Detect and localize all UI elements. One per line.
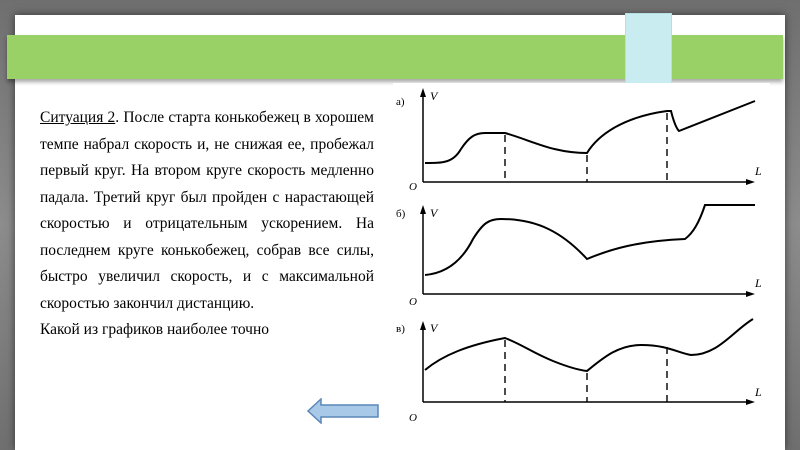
graph-c-label: в) xyxy=(396,323,405,335)
graph-b-curve xyxy=(425,205,755,275)
situation-lead-dot: . xyxy=(115,109,120,126)
graph-a xyxy=(396,88,762,193)
graph-b-x-arrow xyxy=(746,291,755,297)
graph-b xyxy=(396,205,762,308)
graph-b-y-label: V xyxy=(430,206,438,220)
graph-c-origin: O xyxy=(409,412,417,424)
graph-b-y-arrow xyxy=(420,205,426,214)
graph-b-x-label: L xyxy=(755,276,762,290)
situation-paragraph xyxy=(40,105,374,317)
graph-a-curve xyxy=(425,101,755,163)
velocity-graphs xyxy=(393,83,770,425)
situation-body: После старта конькобежец в хорошем темпе набрал скорость и, не снижая ее, пробежал первый круг. На втором круге скорость медленно падала. Третий круг был пройден с нарастающей скоростью и отрицательным ускорением. На последнем круге конькобежец, собрав все силы, быстро увеличил скорость, и с максимальной скоростью закончил дистанцию. xyxy=(40,109,374,312)
graph-c-x-arrow xyxy=(746,399,755,405)
question-text: Какой из графиков наиболее точно xyxy=(40,321,270,338)
left-arrow-icon xyxy=(307,398,380,424)
graph-c-y-arrow xyxy=(420,321,426,330)
graph-a-y-arrow xyxy=(420,88,426,97)
graph-c-curve xyxy=(425,319,753,371)
back-arrow-button[interactable] xyxy=(307,398,380,424)
graph-c-x-label: L xyxy=(755,385,762,399)
graph-c-y-label: V xyxy=(430,321,438,335)
graph-a-origin: O xyxy=(409,181,417,193)
graph-a-x-label: L xyxy=(755,164,762,178)
graph-a-y-label: V xyxy=(430,89,438,103)
graph-c xyxy=(396,319,762,424)
graph-a-x-arrow xyxy=(746,179,755,185)
graph-a-label: а) xyxy=(396,96,405,108)
situation-lead: Ситуация 2 xyxy=(40,109,116,126)
graphs-panel xyxy=(393,83,770,425)
graph-b-label: б) xyxy=(396,208,406,220)
graph-b-origin: O xyxy=(409,296,417,308)
